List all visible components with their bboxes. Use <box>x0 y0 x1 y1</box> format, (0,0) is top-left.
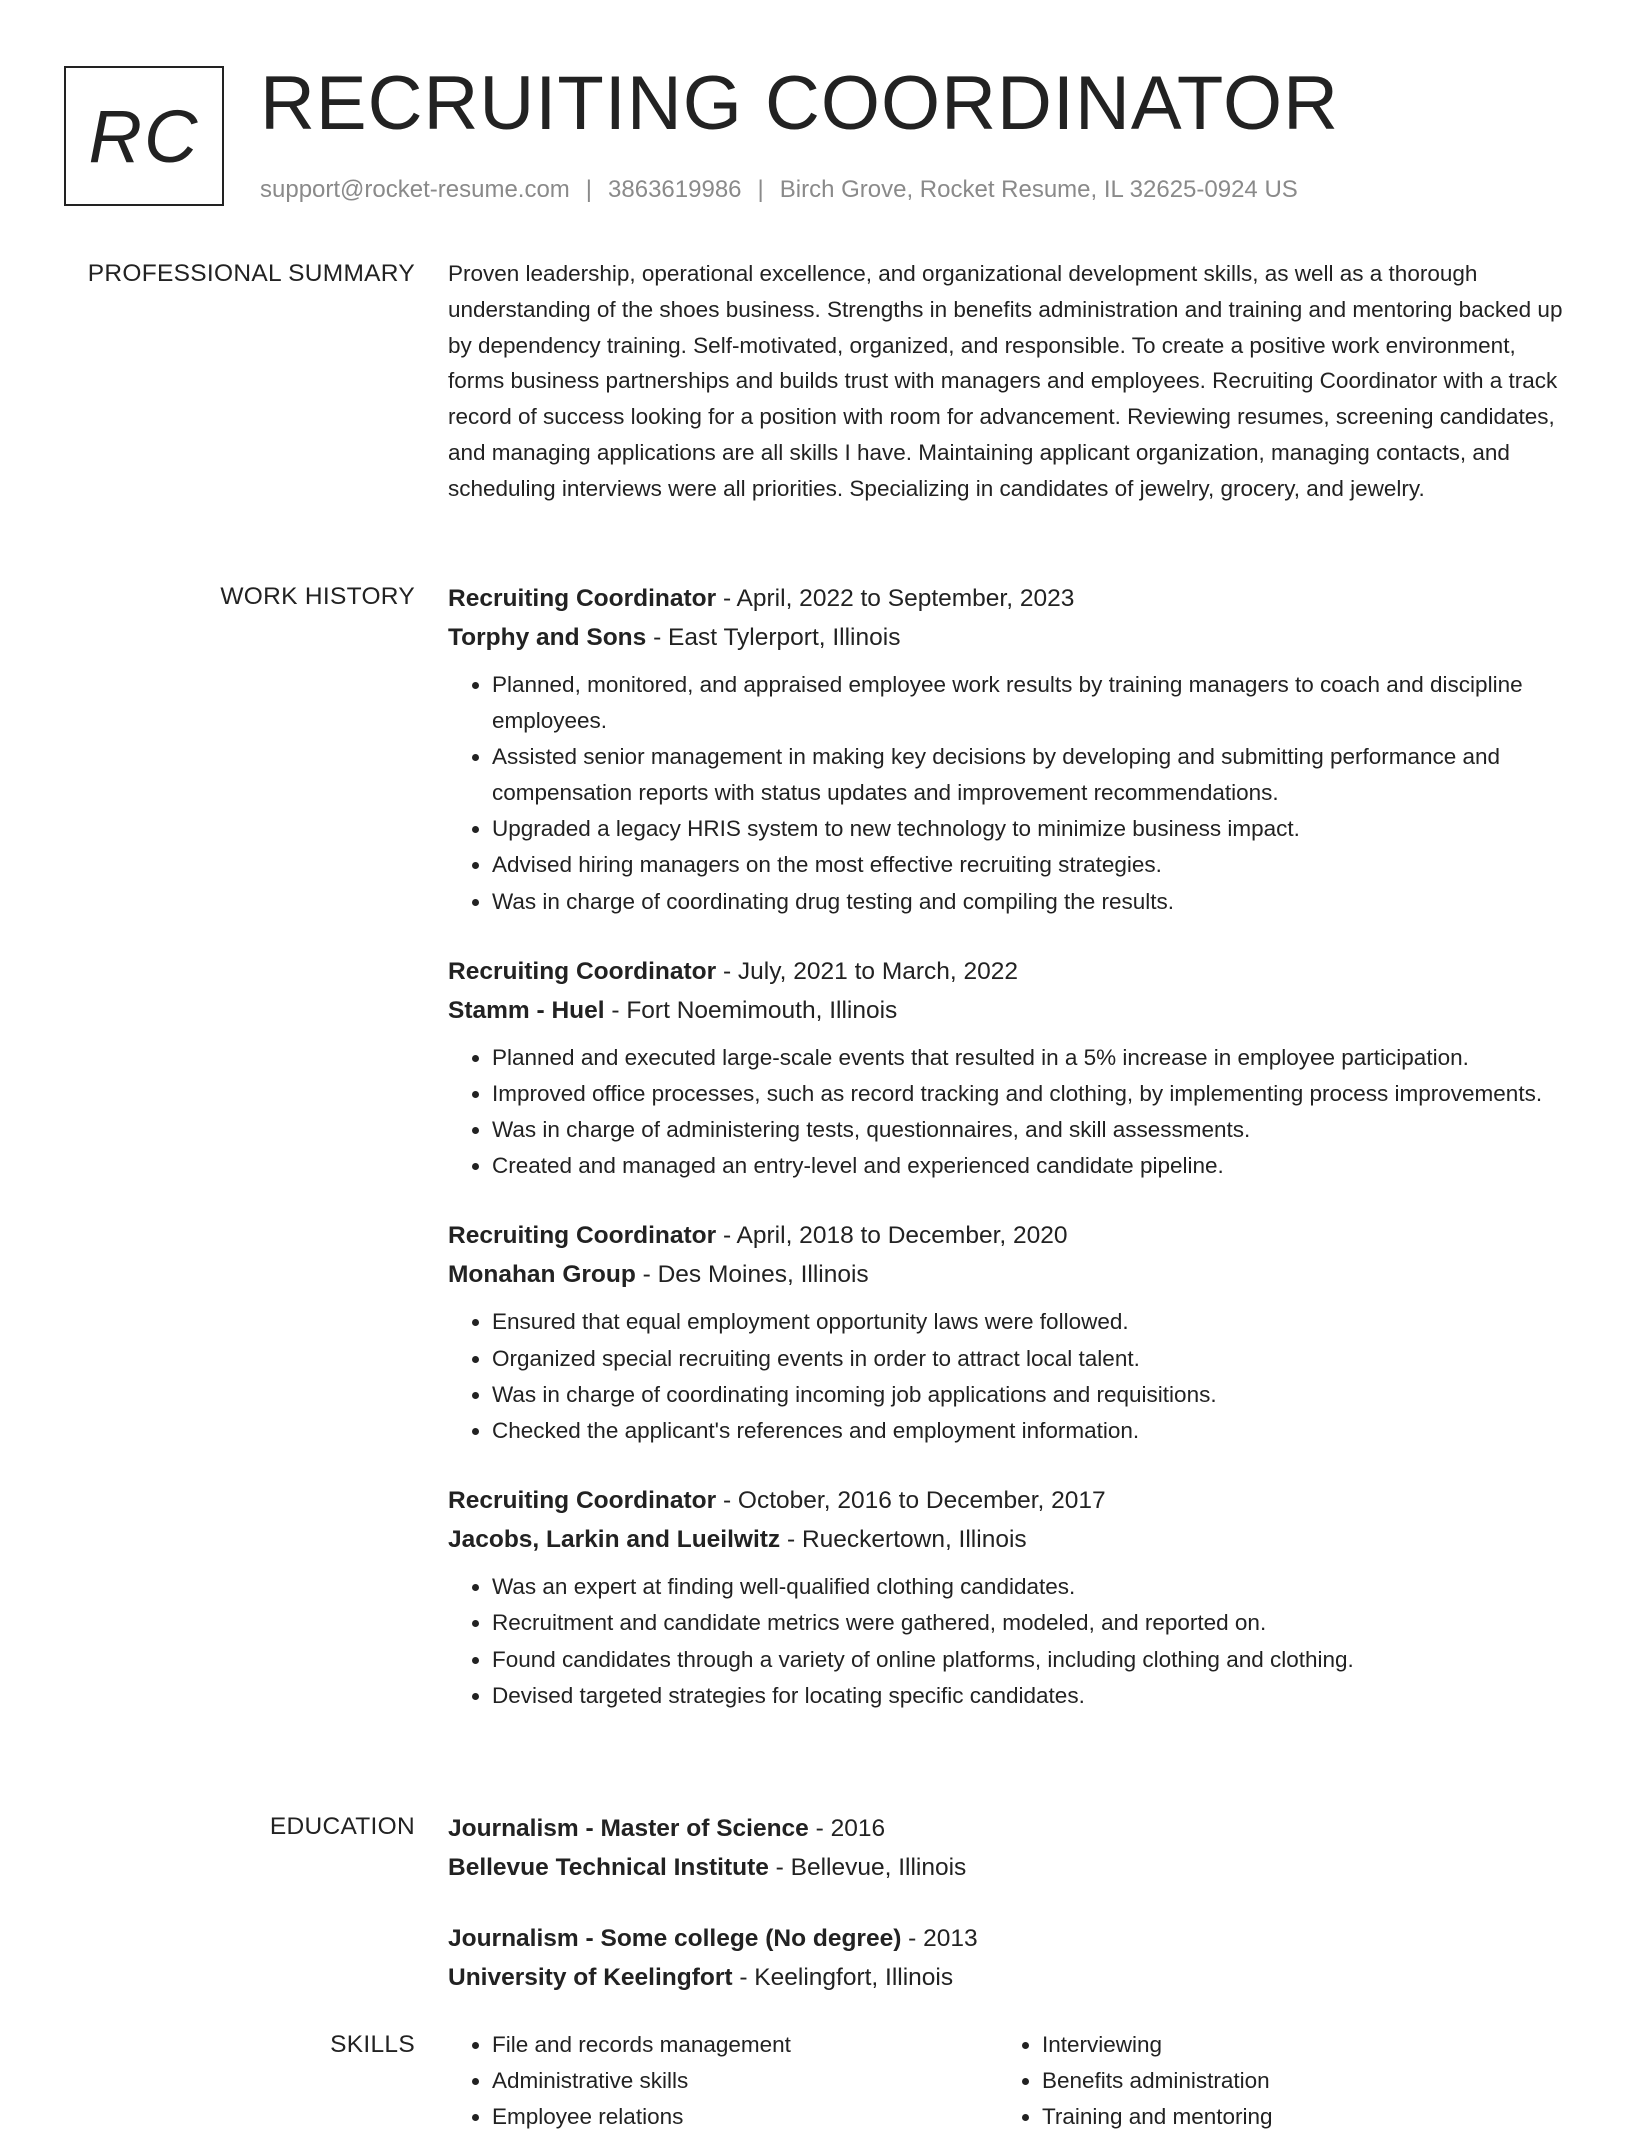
job-bullets <box>448 1304 1568 1449</box>
job-title: Recruiting Coordinator <box>448 957 717 985</box>
edu-school-line <box>448 1958 1568 1997</box>
education-entry <box>448 1919 1568 1997</box>
job-title: Recruiting Coordinator <box>448 585 717 612</box>
skill-item: • File and records management <box>492 2027 998 2063</box>
job-bullets <box>448 1569 1568 1714</box>
skills-column-left <box>448 2027 998 2135</box>
edu-degree-line <box>448 1919 1568 1958</box>
resume-header <box>64 61 1564 210</box>
job-entry <box>448 1216 1568 1449</box>
job-dates: - July, 2021 to March, 2022 <box>716 957 1019 985</box>
contact-phone[interactable]: 3863619986 <box>608 176 742 203</box>
contact-separator: | <box>757 176 764 203</box>
contact-address: Birch Grove, Rocket Resume, IL 32625-0924 US <box>779 176 1298 203</box>
job-bullets <box>448 1040 1568 1185</box>
job-location: - East Tylerport, Illinois <box>646 624 901 651</box>
job-location: - Des Moines, Illinois <box>635 1261 869 1289</box>
edu-degree: Journalism - Master of Science <box>448 1815 809 1842</box>
job-company-line <box>448 991 1568 1030</box>
edu-school: University of Keelingfort <box>448 1964 733 1991</box>
job-company-line <box>448 1255 1568 1294</box>
job-title-line <box>448 579 1568 618</box>
contact-email[interactable]: support@rocket-resume.com <box>260 176 570 203</box>
skill-item: • Training and mentoring <box>1042 2099 1548 2135</box>
job-entry <box>448 579 1568 920</box>
edu-year: - 2013 <box>901 1925 978 1952</box>
job-company: Monahan Group <box>448 1261 636 1289</box>
job-entry <box>448 952 1568 1185</box>
job-entry <box>448 1481 1568 1714</box>
job-bullet: • Devised targeted strategies for locating specific candidates. <box>492 1678 1568 1714</box>
job-bullet: • Was in charge of coordinating drug testing and compiling the results. <box>492 884 1568 920</box>
job-bullet: • Upgraded a legacy HRIS system to new technology to minimize business impact. <box>492 811 1568 847</box>
job-bullet: • Was an expert at finding well-qualified clothing candidates. <box>492 1569 1568 1605</box>
monogram-logo: RC <box>64 66 224 206</box>
contact-separator: | <box>585 176 593 203</box>
job-title-line <box>448 1216 1568 1255</box>
edu-degree-line <box>448 1809 1568 1848</box>
job-location: - Rueckertown, Illinois <box>780 1525 1027 1553</box>
job-bullets <box>448 667 1568 920</box>
job-dates: - April, 2018 to December, 2020 <box>716 1222 1068 1250</box>
job-company-line <box>448 618 1568 657</box>
skills-column-right <box>998 2027 1548 2135</box>
skill-item: • Interviewing <box>1042 2027 1548 2063</box>
section-label-summary: PROFESSIONAL SUMMARY <box>87 260 415 287</box>
contact-line <box>260 174 1298 205</box>
job-bullet: • Organized special recruiting events in order to attract local talent. <box>492 1341 1568 1377</box>
job-bullet: • Was in charge of coordinating incoming job applications and requisitions. <box>492 1377 1568 1413</box>
edu-school-line <box>448 1848 1568 1887</box>
edu-location: - Bellevue, Illinois <box>768 1854 967 1881</box>
job-bullet: • Planned, monitored, and appraised employee work results by training managers to coach and discipline employees. <box>492 667 1568 739</box>
job-location: - Fort Noemimouth, Illinois <box>604 996 898 1024</box>
job-bullet: • Planned and executed large-scale events that resulted in a 5% increase in employee participation. <box>492 1040 1568 1076</box>
job-bullet: • Assisted senior management in making key decisions by developing and submitting performance and compensation reports with status updates and improvement recommendations. <box>492 739 1568 811</box>
edu-school: Bellevue Technical Institute <box>448 1854 769 1881</box>
job-dates: - April, 2022 to September, 2023 <box>716 585 1075 612</box>
job-company: Jacobs, Larkin and Lueilwitz <box>448 1525 781 1553</box>
job-company-line <box>448 1520 1568 1559</box>
job-title: Recruiting Coordinator <box>448 1486 717 1514</box>
section-label-skills: SKILLS <box>330 2031 415 2058</box>
section-label-work: WORK HISTORY <box>220 583 415 610</box>
job-bullet: • Advised hiring managers on the most effective recruiting strategies. <box>492 847 1568 883</box>
job-bullet: • Was in charge of administering tests, questionnaires, and skill assessments. <box>492 1112 1568 1148</box>
job-bullet: • Checked the applicant's references and employment information. <box>492 1413 1568 1449</box>
skill-item: • Benefits administration <box>1042 2063 1548 2099</box>
edu-year: - 2016 <box>808 1815 886 1842</box>
skills-columns <box>448 2027 1568 2135</box>
job-bullet: • Found candidates through a variety of online platforms, including clothing and clothing. <box>492 1642 1568 1678</box>
job-company: Torphy and Sons <box>448 624 647 651</box>
job-title-line <box>448 1481 1568 1520</box>
skill-item: • Administrative skills <box>492 2063 998 2099</box>
job-bullet: • Recruitment and candidate metrics were gathered, modeled, and reported on. <box>492 1605 1568 1641</box>
job-dates: - October, 2016 to December, 2017 <box>716 1486 1106 1514</box>
summary-text: Proven leadership, operational excellence, and organizational development skills, as well as a thorough understanding of the shoes business. Strengths in benefits administration and training and mentoring backed up by dependency training. Self-motivated, organized, and responsible. To create a positive work environment, forms business partnerships and builds trust with managers and employees. Recruiting Coordinator with a track record of success looking for a position with room for advancement. Reviewing resumes, screening candidates, and managing applications are all skills I have. Maintaining applicant organization, managing contacts, and scheduling interviews were all priorities. Specializing in candidates of jewelry, grocery, and jewelry. <box>448 261 1563 501</box>
edu-location: - Keelingfort, Illinois <box>732 1964 954 1991</box>
skill-item: • Employee relations <box>492 2099 998 2135</box>
job-bullet: • Ensured that equal employment opportunity laws were followed. <box>492 1304 1568 1340</box>
job-bullet: • Created and managed an entry-level and experienced candidate pipeline. <box>492 1148 1568 1184</box>
job-title: Recruiting Coordinator <box>448 1222 717 1250</box>
page-title: RECRUITING COORDINATOR <box>260 61 1339 146</box>
education-entry <box>448 1809 1568 1887</box>
section-label-education: EDUCATION <box>269 1813 415 1840</box>
job-company: Stamm - Huel <box>448 996 605 1024</box>
job-title-line <box>448 952 1568 991</box>
job-bullet: • Improved office processes, such as record tracking and clothing, by implementing process improvements. <box>492 1076 1568 1112</box>
edu-degree: Journalism - Some college (No degree) <box>448 1925 902 1952</box>
